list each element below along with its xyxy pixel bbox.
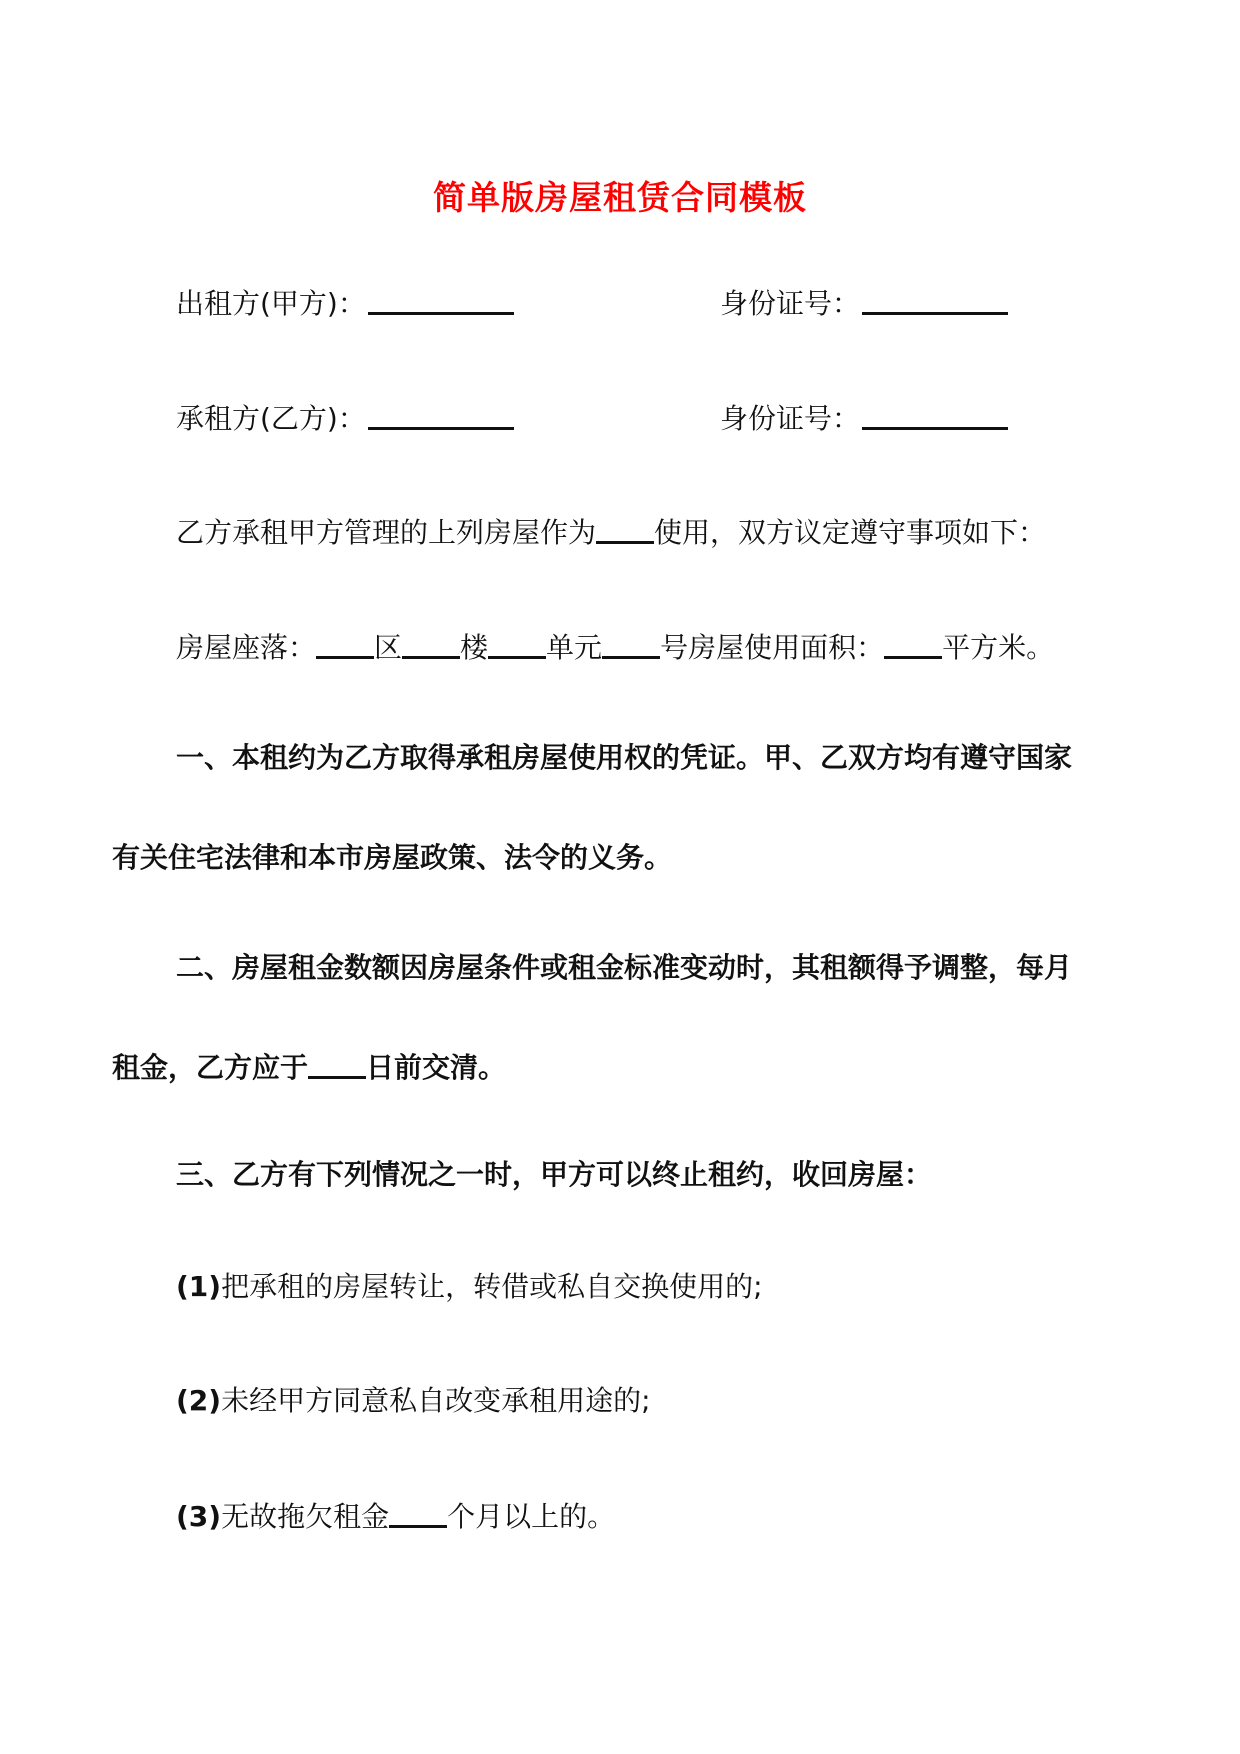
unit-blank[interactable] xyxy=(488,626,546,659)
clause-2-line-1: 二、房屋租金数额因房屋条件或租金标准变动时，其租额得予调整，每月 xyxy=(176,951,1073,984)
party-b-id-blank[interactable] xyxy=(862,397,1008,430)
party-b-row xyxy=(176,397,514,439)
clause-1-line-2: 有关住宅法律和本市房屋政策、法令的义务。 xyxy=(112,841,673,874)
clause-1 xyxy=(112,738,1122,878)
item-1-number: (1) xyxy=(176,1270,222,1303)
item-3 xyxy=(176,1495,615,1537)
number-blank[interactable] xyxy=(602,626,660,659)
usage-blank[interactable] xyxy=(596,511,654,544)
party-a-label: 出租方(甲方)： xyxy=(176,287,366,320)
party-a-name-blank[interactable] xyxy=(368,282,514,315)
building-blank[interactable] xyxy=(402,626,460,659)
payment-day-blank[interactable] xyxy=(308,1046,366,1079)
clause-2-line-2 xyxy=(112,1046,1122,1086)
party-a-id-label: 身份证号： xyxy=(720,287,861,320)
arrears-months-blank[interactable] xyxy=(389,1495,447,1528)
clause-2-line-2-suffix: 日前交清。 xyxy=(366,1051,507,1084)
usage-suffix: 使用，双方议定遵守事项如下： xyxy=(654,516,1047,549)
clause-1-line-1: 一、本租约为乙方取得承租房屋使用权的凭证。甲、乙双方均有遵守国家 xyxy=(176,741,1073,774)
item-3-number: (3) xyxy=(176,1500,222,1533)
item-3-prefix: 无故拖欠租金 xyxy=(221,1500,390,1533)
clause-2-line-2-prefix: 租金，乙方应于 xyxy=(112,1051,309,1084)
party-a-id-blank[interactable] xyxy=(862,282,1008,315)
location-building: 楼 xyxy=(460,631,489,664)
item-1-text: 把承租的房屋转让，转借或私自交换使用的; xyxy=(221,1270,763,1303)
item-2-number: (2) xyxy=(176,1384,222,1417)
party-b-name-blank[interactable] xyxy=(368,397,514,430)
location-unit: 单元 xyxy=(546,631,603,664)
clause-2 xyxy=(112,948,1122,1086)
party-a-row xyxy=(176,282,514,324)
usage-prefix: 乙方承租甲方管理的上列房屋作为 xyxy=(176,516,597,549)
item-2 xyxy=(176,1381,651,1421)
location-area-unit: 平方米。 xyxy=(942,631,1055,664)
party-b-label: 承租方(乙方)： xyxy=(176,402,366,435)
location-label: 房屋座落： xyxy=(176,631,317,664)
item-2-text: 未经甲方同意私自改变承租用途的; xyxy=(221,1384,651,1417)
item-3-suffix: 个月以上的。 xyxy=(447,1500,616,1533)
party-a-id-row xyxy=(720,282,1008,324)
clause-3-heading: 三、乙方有下列情况之一时，甲方可以终止租约，收回房屋： xyxy=(176,1158,933,1191)
location-district: 区 xyxy=(374,631,403,664)
location-line xyxy=(176,626,1054,668)
location-area-label: 号房屋使用面积： xyxy=(660,631,885,664)
district-blank[interactable] xyxy=(316,626,374,659)
document-title: 简单版房屋租赁合同模板 xyxy=(433,178,807,217)
party-b-id-label: 身份证号： xyxy=(720,402,861,435)
area-blank[interactable] xyxy=(884,626,942,659)
usage-line xyxy=(176,511,1046,553)
item-1 xyxy=(176,1267,763,1307)
party-b-id-row xyxy=(720,397,1008,439)
